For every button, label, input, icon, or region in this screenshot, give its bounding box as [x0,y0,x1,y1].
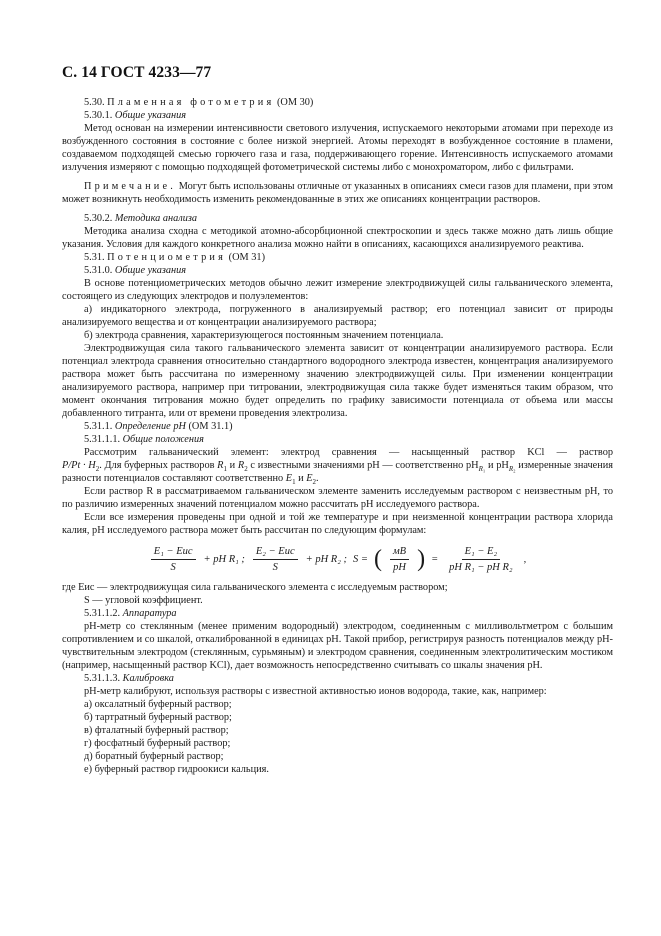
buffer-list [62,698,613,776]
document-body [62,96,613,776]
paragraph: Метод основан на измерении интенсивности светового излучения, испускаемого некоторыми атомами при переходе из возбужденного состояния в состояние с более низкой энергией. Атомы переходят в возбужденное состояние в пламени, создаваемом подходящей смесью горючего газа и газа, поддерживающего горение. Интенсивность испускаемого атомами излучения измеряют с помощью подходящей фотометрической системы либо с монохроматором, либо с фильтрами. [62,123,613,173]
paragraph: pH-метр со стеклянным (менее применим водородный) электродом, соединенным с милливольтметром с большим сопротивлением и со шкалой, откалиброванной в единицах pH. Такой прибор, регистрируя разность потенциалов между pH-чувствительным электродом (стеклянным, сурьмяным) и электродом сравнения, соединенным электролитическим мостиком (например, насыщенный раствор KCl), дает возможность непосредственно считывать со шкалы значения pH. [62,621,613,671]
paragraph-buffers: $P/Pt \cdot H_2$. Для буферных растворов $R_1$ и $R_2$ с известными значениями pH — соответственно $pH_{R_1}$ и $pH_{R_2}$ измеренные значения разности потенциалов составляют соответственно $E_1$ и $E_2$. [62,460,613,487]
section-5-31-0-heading: 5.31.0. Общие указания [84,265,187,276]
section-5-31-1-1-heading: 5.31.1.1. Общие положения [84,434,204,445]
formula-fraction-3: $\frac{\text{E₁ − E₂}}{\text{pH R₁ − pH R₂}}$ [449,545,513,573]
section-5-30-2-heading: 5.30.2. Методика анализа [84,213,198,224]
list-item: б) электрода сравнения, характеризующегося постоянным значением потенциала. [84,330,444,341]
section-5-30-heading: 5.30. Пламенная фотометрия (ОМ 30) [84,97,314,108]
list-item: а) индикаторного электрода, погруженного в анализируемый раствор; его потенциал зависит от природы анализируемого вещества и от концентрации анализируемого раствора; [62,304,613,328]
section-5-31-1-3-heading: 5.31.1.3. Калибровка [84,673,174,684]
list-item: б) тартратный буферный раствор; [84,712,232,723]
list-item: е) буферный раствор гидроокиси кальция. [84,764,269,775]
paragraph: Если раствор R в рассматриваемом гальваническом элементе заменить исследуемым раствором с неизвестным pH, то по различию измеренных значений потенциалом можно рассчитать pH исследуемого раствора. [62,486,613,510]
formula-legend: где Eис — электродвижущая сила гальванического элемента с исследуемым раствором; [62,582,448,593]
formula-slope-units: $\frac{мВ}{pH}$ [390,545,409,574]
list-item: а) оксалатный буферный раствор; [84,699,232,710]
note-label: Примечание. [84,181,177,192]
paragraph: pH-метр калибруют, используя растворы с известной активностью ионов водорода, такие, как, например: [84,686,547,697]
paragraph: В основе потенциометрических методов обычно лежит измерение электродвижущей силы гальванического элемента, состоящего из следующих электродов и полуэлементов: [62,278,613,302]
section-5-31-1-2-heading: 5.31.1.2. Аппаратура [84,608,177,619]
ph-formula: $\frac{\text{E₁ − Eис}}{S}$ + pH R₁ ; $\frac{\text{E₂ − Eис}}{S}$ + pH R₂ ; S = ( $\frac{мВ}{pH}$ ) = $\frac{\text{E₁ − E₂}}{\text{pH R₁ − pH R₂}}$ , [62,537,613,581]
list-item: г) фосфатный буферный раствор; [84,738,231,749]
list-item: в) фталатный буферный раствор; [84,725,229,736]
section-title: Потенциометрия [107,252,227,263]
page-header: С. 14 ГОСТ 4233—77 [62,64,212,81]
section-5-30-1-heading: 5.30.1. Общие указания [84,110,187,121]
section-5-31-heading: 5.31. Потенциометрия (ОМ 31) [84,252,265,263]
paragraph-galvanic-element: Рассмотрим гальванический элемент: электрод сравнения — насыщенный раствор KCl — раствор [84,447,613,458]
section-5-31-1-heading: 5.31.1. Определение pH (ОМ 31.1) [84,421,233,432]
paragraph: Если все измерения проведены при одной и той же температуре и при неизменной концентрации раствора хлорида калия, pH исследуемого раствора может быть рассчитан по следующим формулам: [62,512,613,536]
list-item: д) боратный буферный раствор; [84,751,224,762]
formula-legend: S — угловой коэффициент. [84,595,203,606]
paragraph: Электродвижущая сила такого гальванического элемента зависит от концентрации анализируемого раствора. Если потенциал электрода сравнения относительно стандартного водородного электрода известен, концентрация анализируемого раствора может быть рассчитана по измеренному значению электродвижущей силы. При изменении концентрации анализируемого раствора, например при титровании, электродвижущая сила также будет изменяться таким образом, что момент окончания титрования можно будет определить по графику зависимости потенциала от объема или массы добавленного титранта, или от времени проведения электролиза. [62,343,613,419]
note: Примечание. Могут быть использованы отличные от указанных в описаниях смеси газов для пламени, при этом может возникнуть необходимость изменить рекомендованные в этих же описаниях концентрации растворов. [62,181,614,205]
formula-fraction-1: $\frac{\text{E₁ − Eис}}{S}$ [151,545,196,574]
section-title: Пламенная фотометрия [107,97,275,108]
formula-fraction-2: $\frac{\text{E₂ − Eис}}{S}$ [253,545,298,574]
paragraph: Методика анализа сходна с методикой атомно-абсорбционной спектроскопии и здесь также можно дать лишь общие указания. Условия для каждого конкретного анализа можно найти в описаниях, касающихся анализируемого реактива. [62,226,613,250]
